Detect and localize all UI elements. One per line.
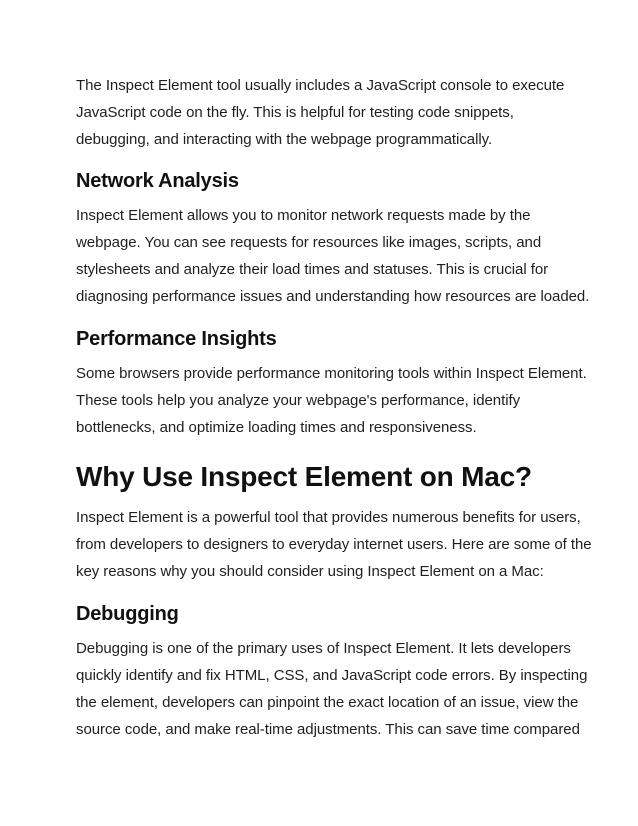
paragraph-line: bottlenecks, and optimize loading times and responsiveness. xyxy=(76,419,477,436)
performance-insights-heading: Performance Insights xyxy=(76,328,277,350)
network-analysis-heading: Network Analysis xyxy=(76,170,239,192)
paragraph-line: diagnosing performance issues and understanding how resources are loaded. xyxy=(76,288,590,305)
paragraph-line: key reasons why you should consider using Inspect Element on a Mac: xyxy=(76,563,544,580)
why-use-heading: Why Use Inspect Element on Mac? xyxy=(76,461,532,492)
paragraph-line: debugging, and interacting with the webpage programmatically. xyxy=(76,131,493,148)
paragraph-line: quickly identify and fix HTML, CSS, and JavaScript code errors. By inspecting xyxy=(76,667,588,684)
performance-insights-paragraph xyxy=(76,360,587,441)
paragraph-line: from developers to designers to everyday internet users. Here are some of the xyxy=(76,536,592,553)
paragraph-line: These tools help you analyze your webpage's performance, identify xyxy=(76,392,521,409)
paragraph-line: webpage. You can see requests for resources like images, scripts, and xyxy=(76,234,542,251)
paragraph-line: Some browsers provide performance monitoring tools within Inspect Element. xyxy=(76,365,587,382)
paragraph-line: stylesheets and analyze their load times and statuses. This is crucial for xyxy=(76,261,549,278)
debugging-heading: Debugging xyxy=(76,603,179,625)
paragraph-line: Inspect Element allows you to monitor network requests made by the xyxy=(76,207,531,224)
network-analysis-paragraph xyxy=(76,202,590,310)
paragraph-line: Inspect Element is a powerful tool that provides numerous benefits for users, xyxy=(76,509,581,526)
paragraph-line: the element, developers can pinpoint the exact location of an issue, view the xyxy=(76,694,579,711)
intro-paragraph xyxy=(76,72,574,153)
paragraph-line: source code, and make real-time adjustments. This can save time compared xyxy=(76,721,580,738)
why-use-paragraph xyxy=(76,504,592,585)
paragraph-line: Debugging is one of the primary uses of Inspect Element. It lets developers xyxy=(76,640,571,657)
debugging-paragraph xyxy=(76,635,588,743)
paragraph-line: JavaScript code on the fly. This is helpful for testing code snippets, xyxy=(76,104,514,121)
paragraph-line: The Inspect Element tool usually includes a JavaScript console to execute xyxy=(76,77,565,94)
